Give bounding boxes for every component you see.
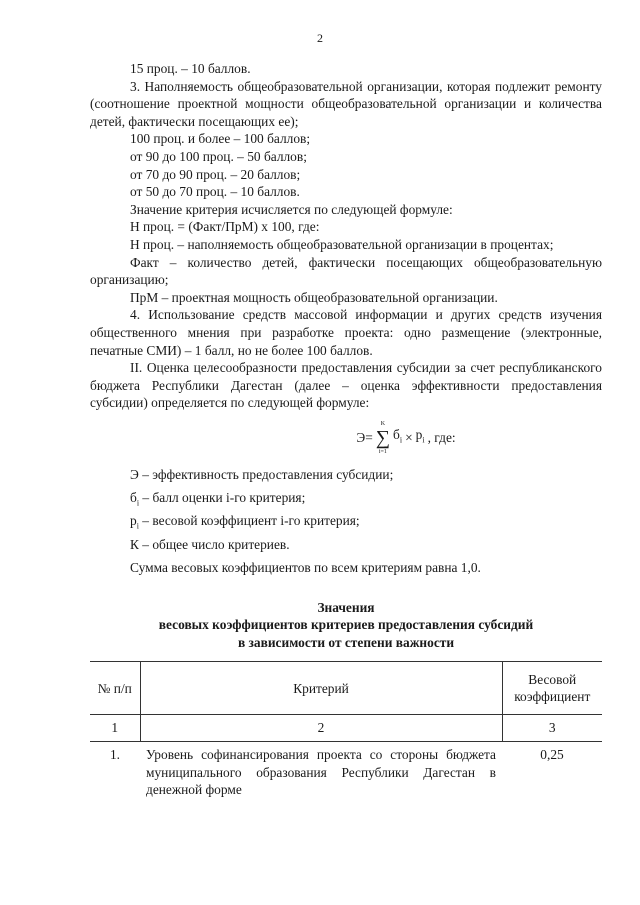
sigma-icon: ∑: [375, 426, 391, 449]
definition-line: К – общее число критериев.: [130, 536, 290, 552]
header-criterion: Критерий: [140, 662, 502, 715]
definition-line: Э – эффективность предоставления субсидии;: [130, 466, 394, 482]
score-line: от 50 до 70 проц. – 10 баллов.: [130, 184, 300, 200]
page-number: 2: [317, 31, 323, 45]
sum-note: Сумма весовых коэффициентов по всем критериям равна 1,0.: [130, 559, 481, 575]
column-number: 2: [140, 715, 502, 742]
header-weight: Весовой коэффициент: [502, 662, 602, 715]
sum-lower-limit: i=1: [378, 448, 387, 455]
formula-lhs: Э=: [356, 430, 373, 446]
text-line: 15 проц. – 10 баллов.: [130, 61, 251, 76]
table-title-line: весовых коэффициентов критериев предоставления субсидий: [158, 617, 534, 633]
definition-paragraph: Н проц. – наполняемость общеобразовательной организации в процентах;: [130, 236, 554, 252]
definition-paragraph: Факт – количество детей, фактически посещающих общеобразовательную организацию;: [90, 254, 602, 288]
row-number: 1.: [109, 746, 121, 762]
criterion-paragraph: 4. Использование средств массовой информации и других средств изучения общественного мнения при разработке проекта: одно размещение (электронные, печатные СМИ) – 1 балл, но не более 100 баллов.: [90, 307, 602, 358]
formula-times: ×: [405, 430, 413, 446]
document-body: [90, 60, 602, 803]
sum-symbol: [376, 420, 390, 456]
sum-upper-limit: K: [380, 420, 386, 427]
column-number: 1: [90, 715, 140, 742]
formula-b: $б_i$: [393, 427, 403, 445]
row-criterion: Уровень софинансирования проекта со стороны бюджета муниципального образования Республики Дагестан в денежной форме: [146, 746, 496, 798]
criterion-paragraph: 3. Наполняемость общеобразовательной организации, которая подлежит ремонту (соотношение проектной мощности общеобразовательной организации и количества детей, фактически посещающих ее);: [90, 78, 602, 129]
formula-p: $p_i$: [415, 427, 425, 445]
text-line: Значение критерия исчисляется по следующей формуле:: [130, 201, 453, 217]
table-row: [90, 741, 602, 802]
table-title-line: Значения: [317, 599, 375, 615]
definition-paragraph: ПрМ – проектная мощность общеобразовательной организации.: [130, 289, 498, 305]
formula-line: Н проц. = (Факт/ПрМ) х 100, где:: [130, 219, 320, 235]
section-paragraph: II. Оценка целесообразности предоставления субсидии за счет республиканского бюджета Республики Дагестан (далее – оценка эффективности предоставления субсидии) определяется по следующей формуле:: [90, 360, 602, 411]
row-weight: 0,25: [540, 746, 564, 762]
score-line: от 90 до 100 проц. – 50 баллов;: [130, 148, 307, 164]
header-number: № п/п: [90, 662, 140, 715]
efficiency-formula: [90, 420, 602, 456]
table-title-line: в зависимости от степени важности: [237, 634, 455, 650]
column-number: 3: [502, 715, 602, 742]
coefficients-table: [90, 661, 602, 802]
table-title: [90, 599, 602, 652]
column-number-row: [90, 715, 602, 742]
definition-line: $p_i$ – весовой коэффициент i-го критерия;: [130, 513, 360, 532]
formula-tail: , где:: [427, 430, 456, 446]
score-line: 100 проц. и более – 100 баллов;: [130, 131, 311, 147]
table-header-row: [90, 662, 602, 715]
definition-line: $б_i$ – балл оценки i-го критерия;: [130, 490, 306, 508]
score-line: от 70 до 90 проц. – 20 баллов;: [130, 166, 301, 182]
